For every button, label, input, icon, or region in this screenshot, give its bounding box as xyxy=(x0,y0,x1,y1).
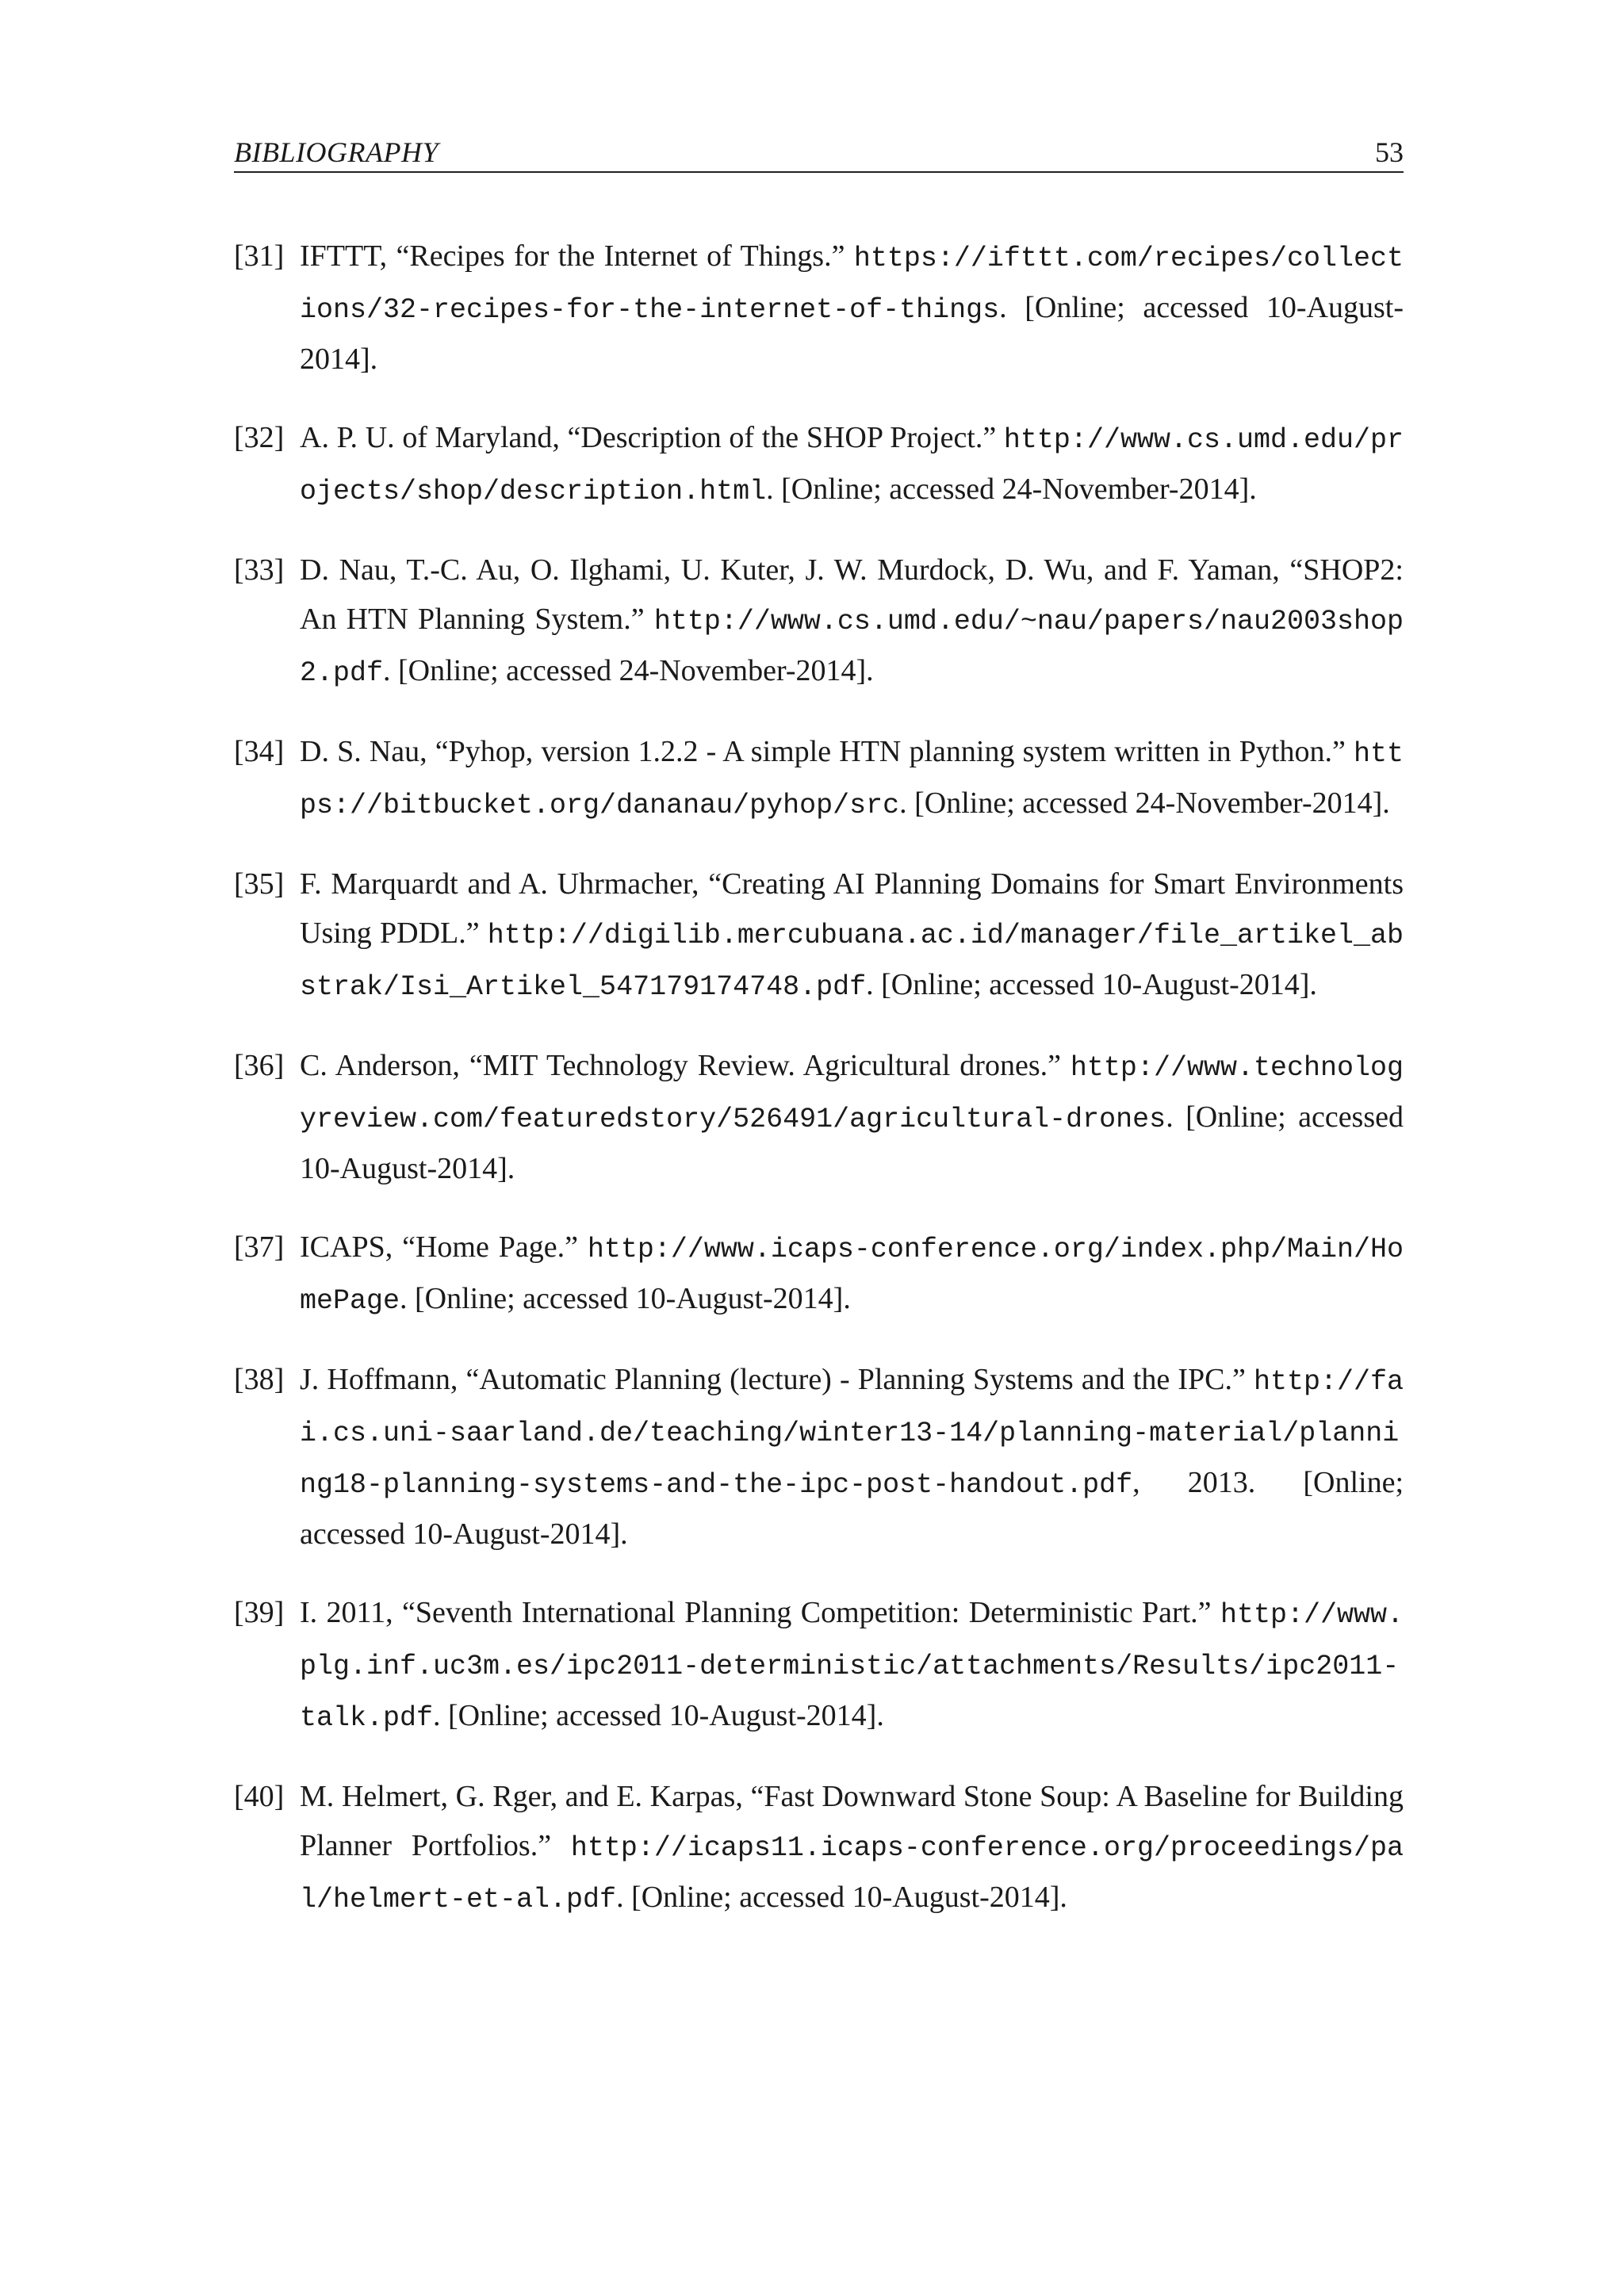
reference-url[interactable]: http://fai.cs.uni-saarland.de/teaching/winter13-14/planning-material/planning18-planning-systems-and-the-ipc-post-handout.pdf xyxy=(300,1366,1404,1501)
reference-text: D. S. Nau, “Pyhop, version 1.2.2 - A simple HTN planning system written in Python.” xyxy=(300,735,1346,768)
reference-number: [31] xyxy=(234,239,285,273)
bibliography-entry xyxy=(234,859,1404,1012)
reference-note: . [Online; accessed 10-August-2014]. xyxy=(300,291,1404,376)
reference-url[interactable]: http://www.cs.umd.edu/~nau/papers/nau2003shop2.pdf xyxy=(300,606,1404,689)
reference-number: [33] xyxy=(234,553,285,587)
reference-url[interactable]: http://www.plg.inf.uc3m.es/ipc2011-deterministic/attachments/Results/ipc2011-talk.pdf xyxy=(300,1599,1404,1734)
reference-note: . [Online; accessed 24-November-2014]. xyxy=(766,473,1257,506)
reference-text: IFTTT, “Recipes for the Internet of Things.” xyxy=(300,239,845,273)
reference-text: C. Anderson, “MIT Technology Review. Agricultural drones.” xyxy=(300,1049,1061,1082)
section-title: BIBLIOGRAPHY xyxy=(234,136,439,168)
reference-number: [32] xyxy=(234,421,285,454)
reference-number: [35] xyxy=(234,867,285,901)
reference-url[interactable]: https://ifttt.com/recipes/collections/32-recipes-for-the-internet-of-things xyxy=(300,243,1404,326)
reference-note: . [Online; accessed 10-August-2014]. xyxy=(400,1282,851,1315)
reference-number: [34] xyxy=(234,735,285,768)
reference-url[interactable]: https://bitbucket.org/dananau/pyhop/src xyxy=(300,738,1404,821)
bibliography-entry xyxy=(234,1223,1404,1326)
reference-note: . [Online; accessed 24-November-2014]. xyxy=(899,786,1390,820)
page-number: 53 xyxy=(1375,136,1404,168)
reference-text: D. Nau, T.-C. Au, O. Ilghami, U. Kuter, J. W. Murdock, D. Wu, and F. Yaman, “SHOP2: An HTN Planning System.” xyxy=(300,553,1404,636)
reference-number: [40] xyxy=(234,1780,285,1813)
reference-note: . [Online; accessed 10-August-2014]. xyxy=(433,1699,884,1732)
reference-note: . [Online; accessed 10-August-2014]. xyxy=(300,1100,1404,1185)
bibliography-entry xyxy=(234,413,1404,516)
reference-url[interactable]: http://icaps11.icaps-conference.org/proceedings/pal/helmert-et-al.pdf xyxy=(300,1832,1404,1915)
reference-text: I. 2011, “Seventh International Planning Competition: Deterministic Part.” xyxy=(300,1596,1212,1629)
reference-text: F. Marquardt and A. Uhrmacher, “Creating AI Planning Domains for Smart Environments Using PDDL.” xyxy=(300,867,1404,950)
reference-url[interactable]: http://www.cs.umd.edu/projects/shop/description.html xyxy=(300,424,1404,507)
bibliography-list xyxy=(234,232,1404,1954)
reference-note: . [Online; accessed 24-November-2014]. xyxy=(383,654,874,687)
reference-text: M. Helmert, G. Rger, and E. Karpas, “Fast Downward Stone Soup: A Baseline for Building Planner Portfolios.” xyxy=(300,1780,1404,1862)
bibliography-entry xyxy=(234,1772,1404,1924)
reference-number: [39] xyxy=(234,1596,285,1629)
reference-text: J. Hoffmann, “Automatic Planning (lecture) - Planning Systems and the IPC.” xyxy=(300,1363,1246,1396)
reference-url[interactable]: http://www.technologyreview.com/featuredstory/526491/agricultural-drones xyxy=(300,1052,1404,1135)
reference-note: , 2013. [Online; accessed 10-August-2014]. xyxy=(300,1466,1404,1551)
reference-note: . [Online; accessed 10-August-2014]. xyxy=(616,1881,1067,1914)
bibliography-entry xyxy=(234,1588,1404,1743)
reference-number: [36] xyxy=(234,1049,285,1082)
running-header xyxy=(234,133,1404,173)
reference-number: [37] xyxy=(234,1230,285,1264)
reference-url[interactable]: http://www.icaps-conference.org/index.php/Main/HomePage xyxy=(300,1234,1404,1317)
reference-text: ICAPS, “Home Page.” xyxy=(300,1230,578,1264)
bibliography-entry xyxy=(234,1041,1404,1193)
reference-note: . [Online; accessed 10-August-2014]. xyxy=(866,968,1317,1001)
bibliography-entry xyxy=(234,232,1404,384)
reference-number: [38] xyxy=(234,1363,285,1396)
bibliography-entry xyxy=(234,727,1404,830)
reference-url[interactable]: http://digilib.mercubuana.ac.id/manager/file_artikel_abstrak/Isi_Artikel_547179174748.pdf xyxy=(300,920,1404,1003)
bibliography-entry xyxy=(234,1355,1404,1559)
bibliography-entry xyxy=(234,545,1404,698)
reference-text: A. P. U. of Maryland, “Description of the SHOP Project.” xyxy=(300,421,997,454)
